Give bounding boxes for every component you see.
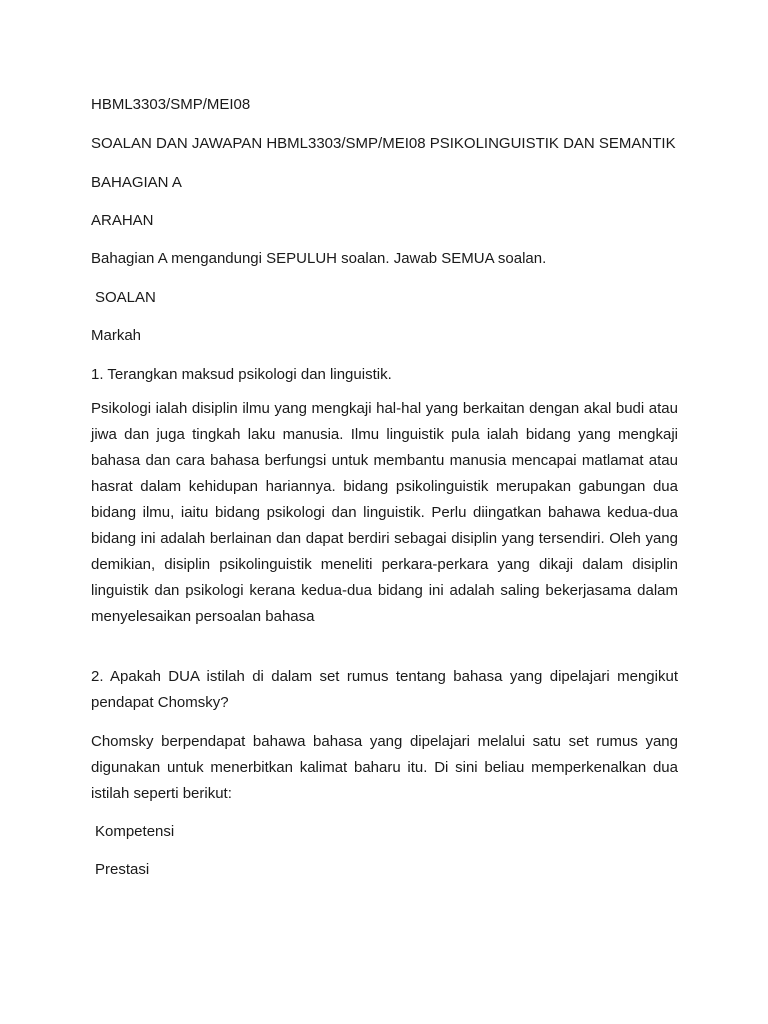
instruction-heading: ARAHAN bbox=[91, 212, 154, 229]
question-2: 2. Apakah DUA istilah di dalam set rumus tentang bahasa yang dipelajari mengikut pendapat Chomsky? bbox=[91, 668, 678, 711]
answer-1: Psikologi ialah disiplin ilmu yang mengkaji hal-hal yang berkaitan dengan akal budi atau jiwa dan juga tingkah laku manusia. Ilmu linguistik pula ialah bidang yang mengkaji bahasa dan cara bahasa berfungsi untuk membantu manusia mencapai matlamat atau hasrat dalam kehidupan hariannya. bidang psikolinguistik merupakan gabungan dua bidang ilmu, iaitu bidang psikologi dan linguistik. Perlu diingatkan bahawa kedua-dua bidang ini adalah berlainan dan dapat berdiri sebagai disiplin yang tersendiri. Oleh yang demikian, disiplin psikolinguistik meneliti perkara-perkara yang dikaji dalam disiplin linguistik dan psikologi kerana kedua-dua bidang ini adalah saling bekerjasama dalam menyelesaikan persoalan bahasa bbox=[91, 400, 678, 625]
question-1: 1. Terangkan maksud psikologi dan linguistik. bbox=[91, 366, 392, 383]
term-kompetensi: Kompetensi bbox=[95, 823, 175, 840]
term-prestasi: Prestasi bbox=[95, 861, 150, 878]
document-title: SOALAN DAN JAWAPAN HBML3303/SMP/MEI08 PSIKOLINGUISTIK DAN SEMANTIK bbox=[91, 135, 676, 152]
instruction-text: Bahagian A mengandungi SEPULUH soalan. Jawab SEMUA soalan. bbox=[91, 250, 547, 267]
document-code-heading: HBML3303/SMP/MEI08 bbox=[91, 96, 251, 113]
section-heading: BAHAGIAN A bbox=[91, 174, 182, 191]
soalan-label: SOALAN bbox=[95, 289, 156, 306]
markah-label: Markah bbox=[91, 327, 142, 344]
answer-2: Chomsky berpendapat bahawa bahasa yang dipelajari melalui satu set rumus yang digunakan untuk menerbitkan kalimat baharu itu. Di sini beliau memperkenalkan dua istilah seperti berikut: bbox=[91, 733, 678, 802]
